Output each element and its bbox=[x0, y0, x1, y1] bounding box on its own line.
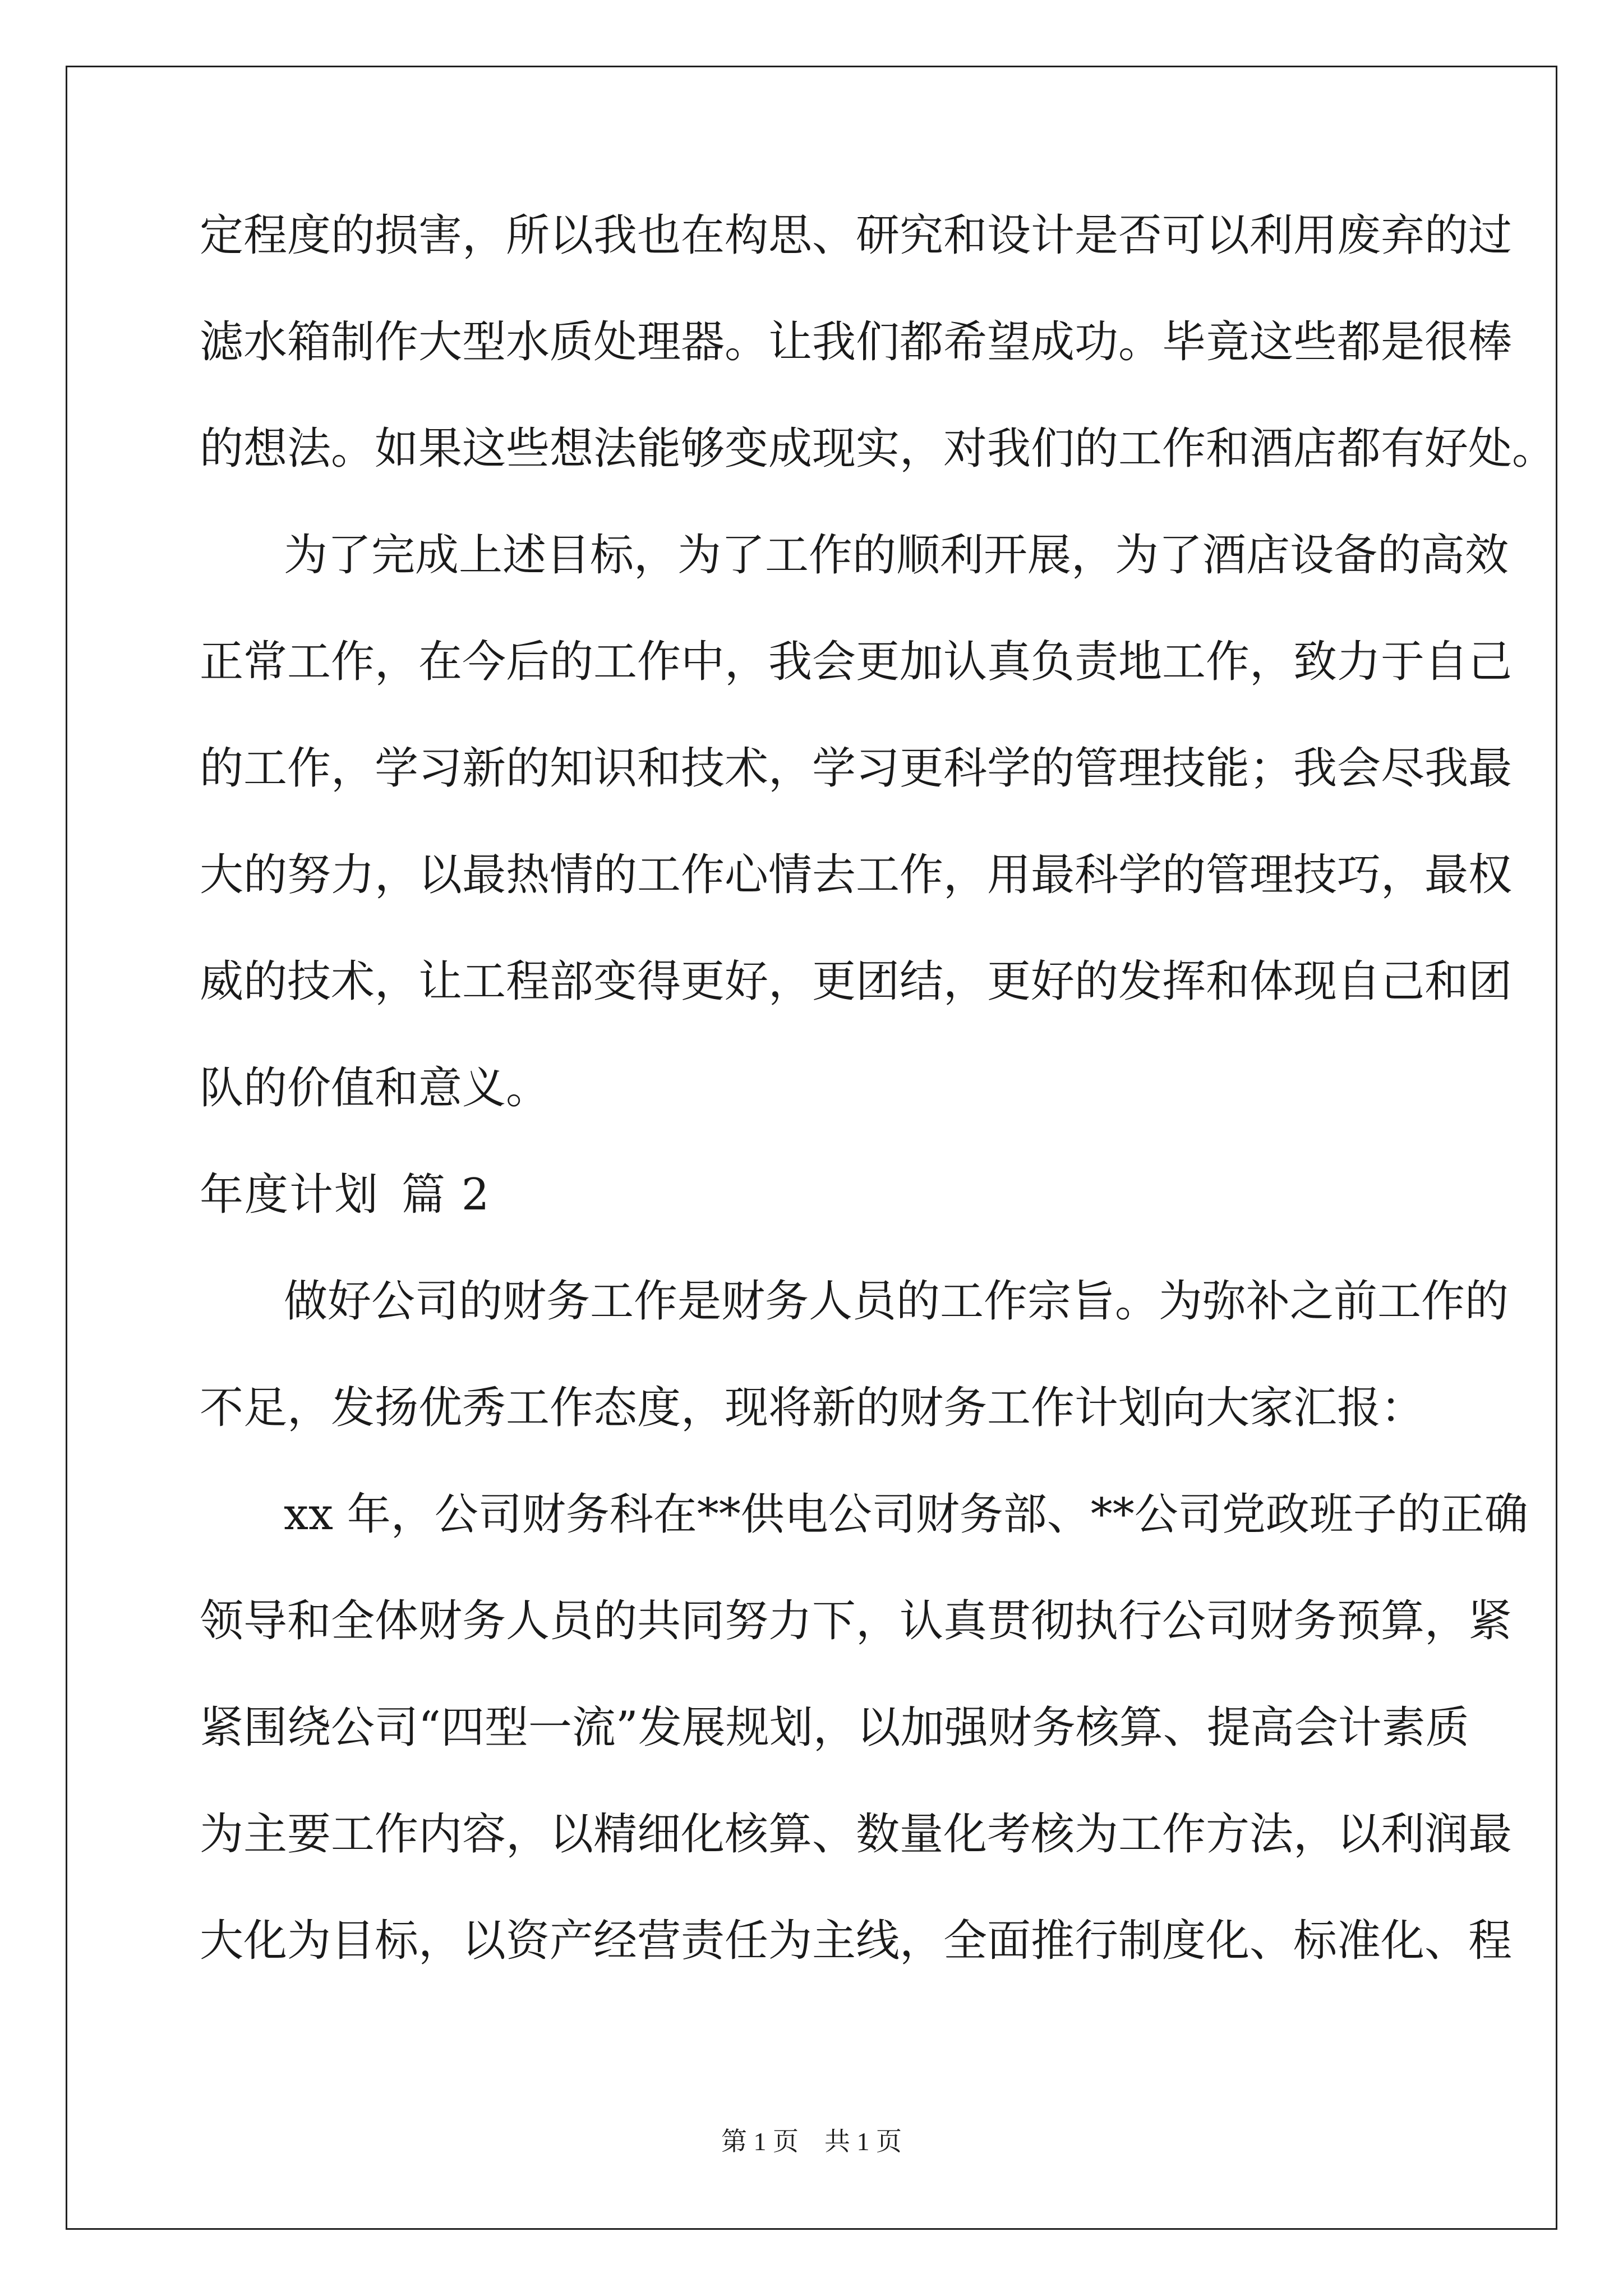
text-line: 大化为目标，以资产经营责任为主线，全面推行制度化、标准化、程 bbox=[200, 1916, 1513, 1966]
text-line: 的工作，学习新的知识和技术，学习更科学的管理技能；我会尽我最 bbox=[200, 743, 1513, 794]
text-line: 为了完成上述目标，为了工作的顺利开展，为了酒店设备的高效 bbox=[284, 530, 1509, 581]
page-number: 第 1 页 bbox=[721, 2127, 799, 2156]
text-line: 不足，发扬优秀工作态度，现将新的财务工作计划向大家汇报： bbox=[200, 1383, 1425, 1433]
text-line: xx 年，公司财务科在**供电公司财务部、**公司党政班子的正确 bbox=[284, 1489, 1528, 1540]
text-line: 为主要工作内容，以精细化核算、数量化考核为工作方法，以利润最 bbox=[200, 1809, 1513, 1860]
text-line: 定程度的损害，所以我也在构思、研究和设计是否可以利用废弃的过 bbox=[200, 210, 1513, 261]
text-line: 领导和全体财务人员的共同努力下，认真贯彻执行公司财务预算，紧 bbox=[200, 1596, 1513, 1646]
section-title: 年度计划 bbox=[200, 1170, 380, 1220]
text-line: 正常工作，在今后的工作中，我会更加认真负责地工作，致力于自己 bbox=[200, 637, 1513, 687]
text-line: 的想法。如果这些想法能够变成现实，对我们的工作和酒店都有好处。 bbox=[200, 424, 1556, 474]
section-heading bbox=[200, 1168, 1431, 1274]
text-line: 紧围绕公司“四型一流”发展规划，以加强财务核算、提高会计素质 bbox=[200, 1703, 1469, 1753]
text-line: 做好公司的财务工作是财务人员的工作宗旨。为弥补之前工作的 bbox=[284, 1276, 1509, 1327]
section-number: 篇 2 bbox=[402, 1170, 491, 1220]
page-total: 共 1 页 bbox=[824, 2127, 902, 2156]
text-line: 威的技术，让工程部变得更好，更团结，更好的发挥和体现自己和团 bbox=[200, 956, 1513, 1007]
page-footer bbox=[0, 2126, 1623, 2157]
text-line: 队的价值和意义。 bbox=[200, 1063, 550, 1114]
text-line: 大的努力，以最热情的工作心情去工作，用最科学的管理技巧，最权 bbox=[200, 850, 1513, 900]
document-body bbox=[200, 209, 1556, 2021]
text-line: 滤水箱制作大型水质处理器。让我们都希望成功。毕竟这些都是很棒 bbox=[200, 317, 1513, 367]
